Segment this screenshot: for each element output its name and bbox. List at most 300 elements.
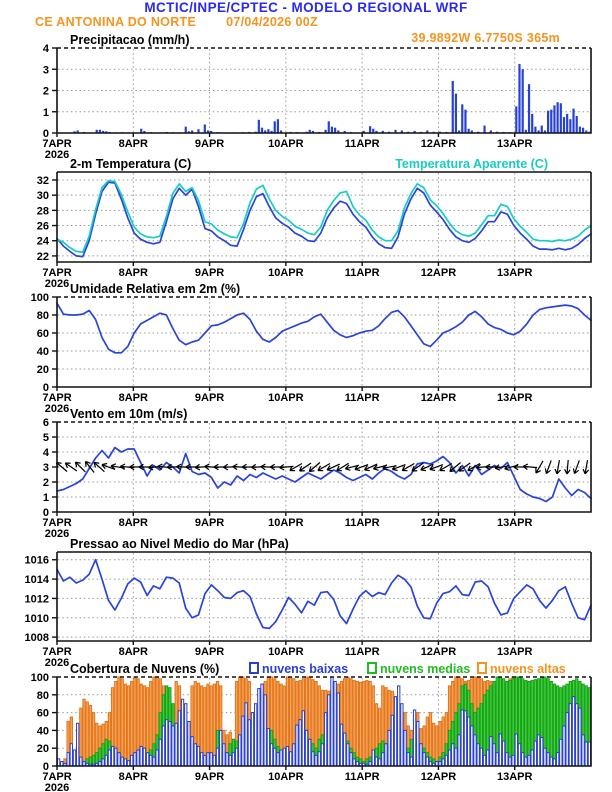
precip-bar [277,119,279,133]
cloud-bar [582,735,584,766]
cloud-bar [420,744,422,766]
y-tick-label: 22 [36,250,49,263]
cloud-bar [340,724,342,766]
precip-bar [531,114,533,133]
cloud-bar [550,757,552,766]
panel-relative-humidity-2m [31,282,591,415]
cloud-bar [159,739,161,766]
x-year-label: 2026 [44,149,70,161]
cloud-bar [153,757,155,766]
y-tick-label: 40 [36,346,49,358]
y-tick-label: 80 [36,689,49,702]
cloud-bar [280,750,282,766]
cloud-bar [321,744,323,766]
cloud-bar [353,759,355,766]
cloud-bar [382,753,384,766]
x-tick-label: 7APR [42,267,72,279]
cloud-bar [347,744,349,766]
cloud-bar [251,713,253,766]
legend-label: nuvens medias [380,662,471,676]
x-tick-label: 7APR [42,646,72,658]
cloud-bar [350,753,352,766]
x-year-label: 2026 [44,278,70,290]
x-year-label: 2026 [44,403,70,415]
x-axis [42,766,532,792]
cloud-bar [474,735,476,766]
cloud-bar [401,704,403,766]
cloud-bar [331,677,333,766]
cloud-bar [369,681,371,766]
cloud-bar [563,726,565,766]
cloud-bar [572,697,574,766]
cloud-bar [407,753,409,766]
cloud-bar [337,693,339,766]
panel-mean-sea-level-pressure [25,537,591,669]
y-axis [43,43,57,140]
cloud-bar [585,742,587,766]
x-tick-label: 9APR [194,138,225,150]
location-coordinates: 39.9892W 6.7750S 365m [411,31,560,45]
x-tick-label: 13APR [496,392,533,404]
precip-bars [73,64,590,133]
x-tick-label: 9APR [194,517,225,529]
cloud-bar [541,738,543,766]
y-tick-label: 100 [30,672,49,684]
cloud-bar [576,704,578,766]
cloud-bar [509,681,511,766]
cloud-bar [293,744,295,766]
x-tick-label: 11APR [344,138,380,150]
cloud-bar [245,703,247,766]
panel-title: Cobertura de Nuvens (%) [70,662,220,676]
cloud-bar [302,711,304,766]
cloud-bar [283,748,285,766]
cloud-bar [121,679,123,766]
precip-bar [452,81,454,133]
y-tick-label: 0 [42,128,49,140]
gridlines [58,298,590,386]
cloud-bar [248,720,250,766]
cloud-bar [166,720,168,766]
precip-bar [518,64,520,133]
cloud-bar [506,753,508,766]
cloud-bar [213,755,215,766]
cloud-bar [493,744,495,766]
cloud-bar [525,681,527,766]
cloud-bar [105,755,107,766]
cloud-bar [388,730,390,766]
x-year-label: 2026 [44,528,70,540]
x-tick-label: 12APR [420,138,457,150]
cloud-bar [197,746,199,766]
cloud-bar [461,710,463,766]
x-tick-label: 11APR [344,392,380,404]
y-tick-label: 1016 [24,554,49,567]
cloud-bar [210,753,212,766]
y-tick-label: 100 [30,292,49,304]
panel-title-secondary: Temperatura Aparente (C) [395,157,548,171]
cloud-bar [448,750,450,766]
cloud-bar [315,755,317,766]
x-year-label: 2026 [44,657,70,669]
x-axis [42,512,532,540]
cloud-bar [537,735,539,766]
cloud-bar [372,750,374,766]
cloud-bar [509,757,511,766]
cloud-bar [67,753,69,766]
cloud-bar [328,695,330,766]
cloud-bar [518,744,520,766]
cloud-bar [102,759,104,766]
x-tick-label: 12APR [420,517,457,529]
cloud-bar [137,750,139,766]
precip-bar [579,127,581,133]
cloud-bar [131,681,133,766]
cloud-bar [534,741,536,766]
precip-bar [534,127,536,133]
cloud-bar [334,681,336,766]
cloud-bar [436,726,438,766]
x-tick-label: 7APR [42,138,72,150]
cloud-bar [512,755,514,766]
cloud-bar [566,713,568,766]
y-tick-label: 3 [42,64,49,77]
x-tick-label: 13APR [496,771,533,783]
cloud-bar [318,752,320,766]
cloud-bar [229,755,231,766]
x-tick-label: 8APR [118,646,148,658]
cloud-bar [375,757,377,766]
legend-swatch [250,663,258,673]
precip-bar [557,102,559,133]
cloud-bar [378,759,380,766]
y-tick-label: 1014 [24,574,49,587]
x-tick-label: 8APR [118,392,148,404]
wind-arrow [523,464,537,471]
precip-bar [461,104,463,133]
precip-bar [560,103,562,133]
x-tick-label: 10APR [268,267,304,279]
x-tick-label: 9APR [194,771,225,783]
cloud-bar [175,723,177,766]
cloud-bar [143,748,145,766]
cloud-bar [73,750,75,766]
x-tick-label: 8APR [118,517,148,529]
y-tick-label: 20 [36,743,49,756]
cloud-bar [464,711,466,766]
cloud-bar [477,744,479,766]
precip-bar [258,120,260,133]
wind-arrow [572,459,582,474]
cloud-bar [108,750,110,766]
cloud-bar [550,681,552,766]
x-year-label: 2026 [44,782,70,792]
y-tick-label: 60 [36,707,49,720]
precip-bar [550,110,552,133]
y-axis [43,417,57,519]
precip-bar [204,125,206,134]
x-tick-label: 9APR [194,646,225,658]
x-tick-label: 11APR [344,771,380,783]
y-axis [37,175,57,263]
cloud-bar [134,753,136,766]
cloud-bar [458,735,460,766]
cloud-bar [502,741,504,766]
cloud-bar [385,744,387,766]
cloud-bar [118,753,120,766]
x-tick-label: 11APR [344,646,380,658]
cloud-bar [223,744,225,766]
cloud-bar [398,686,400,766]
x-tick-label: 11APR [344,517,380,529]
x-tick-label: 13APR [496,646,533,658]
cloud-bar [455,748,457,766]
plot-frame [57,297,591,387]
cloud-bar [169,722,171,767]
x-tick-label: 12APR [420,646,457,658]
x-tick-label: 7APR [42,392,72,404]
y-tick-label: 0 [42,761,49,773]
cloud-bar [274,748,276,766]
precip-bar [576,116,578,133]
cloud-bar [404,730,406,766]
cloud-bar [226,753,228,766]
cloud-bar [239,735,241,766]
precip-bar [547,111,549,133]
precip-bar [528,84,530,133]
cloud-bar [204,688,206,766]
precip-bar [563,117,565,133]
x-tick-label: 10APR [268,771,304,783]
y-tick-label: 1008 [24,632,49,645]
cloud-bar [150,755,152,766]
cloud-bar [270,744,272,766]
cloud-bar [344,733,346,766]
cloud-bar [312,752,314,766]
run-datetime: 07/04/2026 00Z [226,15,318,29]
gridlines [58,49,590,132]
y-tick-label: 20 [36,364,49,376]
precip-bar [274,121,276,133]
panel-title: Umidade Relativa em 2m (%) [70,282,241,296]
precip-bar [541,126,543,133]
cloud-bar [124,684,126,766]
precip-bar [328,121,330,133]
y-tick-label: 26 [36,220,49,233]
precip-bar [553,105,555,133]
cloud-bar [525,757,527,766]
cloud-bar [162,726,164,766]
panel-title: 2-m Temperatura (C) [70,157,192,171]
wind-arrows [55,459,591,474]
cloud-bar [556,753,558,766]
cloud-bar [111,746,113,766]
cloud-bar [286,746,288,766]
cloud-bar [483,755,485,766]
cloud-bar [487,750,489,766]
panel-title: Pressao ao Nivel Medio do Mar (hPa) [70,537,289,551]
cloud-bar [544,748,546,766]
station-name: CE ANTONINA DO NORTE [35,15,197,29]
y-tick-label: 28 [36,205,49,218]
y-tick-label: 4 [42,43,49,55]
cloud-bar [213,684,215,766]
main-title: MCTIC/INPE/CPTEC - MODELO REGIONAL WRF [144,0,468,15]
cloud-bar [528,681,530,766]
x-tick-label: 12APR [420,771,457,783]
cloud-bar [264,695,266,766]
y-tick-label: 5 [42,432,49,444]
cloud-bar [547,753,549,766]
cloud-bar [255,704,257,766]
cloud-bar [569,704,571,766]
cloud-bar [560,739,562,766]
panel-wind-10m [42,407,591,540]
cloud-bar [146,753,148,766]
panel-cloud-cover [31,662,591,792]
cloud-bar [445,755,447,766]
y-tick-label: 4 [42,447,49,459]
cloud-bar [216,748,218,766]
x-tick-label: 13APR [496,517,533,529]
cloud-bar [83,699,85,766]
cloud-bar [77,723,79,766]
cloud-bar [452,744,454,766]
cloud-bar [115,748,117,766]
cloud-bar [204,755,206,766]
cloud-bar [220,730,222,766]
x-tick-label: 12APR [420,392,457,404]
cloud-bar [522,753,524,766]
cloud-bar [267,729,269,766]
cloud-bar [512,679,514,766]
y-tick-label: 2 [42,85,49,98]
cloud-bar [296,725,298,766]
legend-label: nuvens altas [490,662,566,676]
frame-lrb [57,297,591,387]
cloud-bar [86,702,88,766]
precip-bar [464,110,466,133]
x-tick-label: 10APR [268,646,304,658]
x-tick-label: 13APR [496,138,533,150]
y-tick-label: 80 [36,310,49,322]
cloud-bar [531,750,533,766]
cloud-bar [417,722,419,767]
cloud-bar [442,759,444,766]
precip-bar [515,106,517,133]
legend-label: nuvens baixas [262,662,349,676]
gridlines [58,553,590,640]
y-tick-label: 1010 [24,612,49,625]
precip-bar [566,114,568,133]
y-tick-label: 0 [42,382,49,394]
cloud-bar [124,759,126,766]
legend-swatch [478,663,486,673]
x-tick-label: 10APR [268,138,304,150]
cloud-bar [207,753,209,766]
cloud-bar [80,757,82,766]
panel-title: Precipitacao (mm/h) [70,33,190,47]
y-tick-label: 32 [36,174,49,187]
y-axis [31,292,57,394]
x-tick-label: 7APR [42,771,72,783]
cloud-bar [188,722,190,767]
legend-swatch [368,663,376,673]
cloud-bar [172,726,174,766]
precip-bar [569,119,571,133]
y-tick-label: 3 [42,462,49,474]
cloud-bar [200,753,202,766]
y-tick-label: 2 [42,477,49,489]
cloud-bar [394,697,396,766]
y-tick-label: 40 [36,725,49,738]
panel-temperature-2m [37,157,591,290]
x-tick-label: 10APR [268,392,304,404]
series-line-Velocidade-do-vento [57,448,591,502]
cloud-bar [366,681,368,766]
cloud-bar [289,752,291,766]
precip-bar [483,126,485,133]
panel-title: Vento em 10m (m/s) [70,407,188,421]
cloud-bar [391,715,393,766]
y-tick-label: 1 [42,492,49,504]
wind-arrow [363,462,378,473]
cloud-bar [309,739,311,766]
y-tick-label: 1012 [24,593,49,606]
cloud-bar [181,699,183,766]
cloud-bar [305,730,307,766]
cloud-bar [194,744,196,766]
cloud-bar [553,684,555,766]
x-tick-label: 7APR [42,517,72,529]
cloud-bar [277,753,279,766]
y-tick-label: 6 [42,417,49,429]
cloud-bar [121,757,123,766]
cloud-bar [258,689,260,766]
cloud-bar [426,757,428,766]
y-axis [31,672,57,773]
cloud-bar [467,717,469,766]
cloud-bar [127,761,129,766]
cloud-bar [410,757,412,766]
cloud-bar [471,726,473,766]
cloud-bar [127,686,129,766]
cloud-bar [499,734,501,766]
cloud-bar [131,755,133,766]
y-tick-label: 1 [42,106,49,119]
cloud-bar [140,746,142,766]
cloud-bar [423,753,425,766]
cloud-bar [232,753,234,766]
cloud-bar [70,744,72,766]
y-tick-label: 60 [36,328,49,340]
cloud-bar [496,753,498,766]
y-tick-label: 24 [36,235,49,248]
cloud-bar [185,704,187,766]
precip-bar [369,126,371,133]
precip-bar [455,94,457,133]
wind-arrow [554,460,562,475]
x-tick-label: 10APR [268,517,304,529]
x-tick-label: 11APR [344,267,380,279]
cloud-bar [324,713,326,766]
series-line-Temperatura-Aparente-(C) [57,181,591,252]
cloud-bar [490,737,492,766]
x-tick-label: 13APR [496,267,533,279]
cloud-bar [553,759,555,766]
frame-lrb [57,552,591,641]
cloud-bar [356,681,358,766]
